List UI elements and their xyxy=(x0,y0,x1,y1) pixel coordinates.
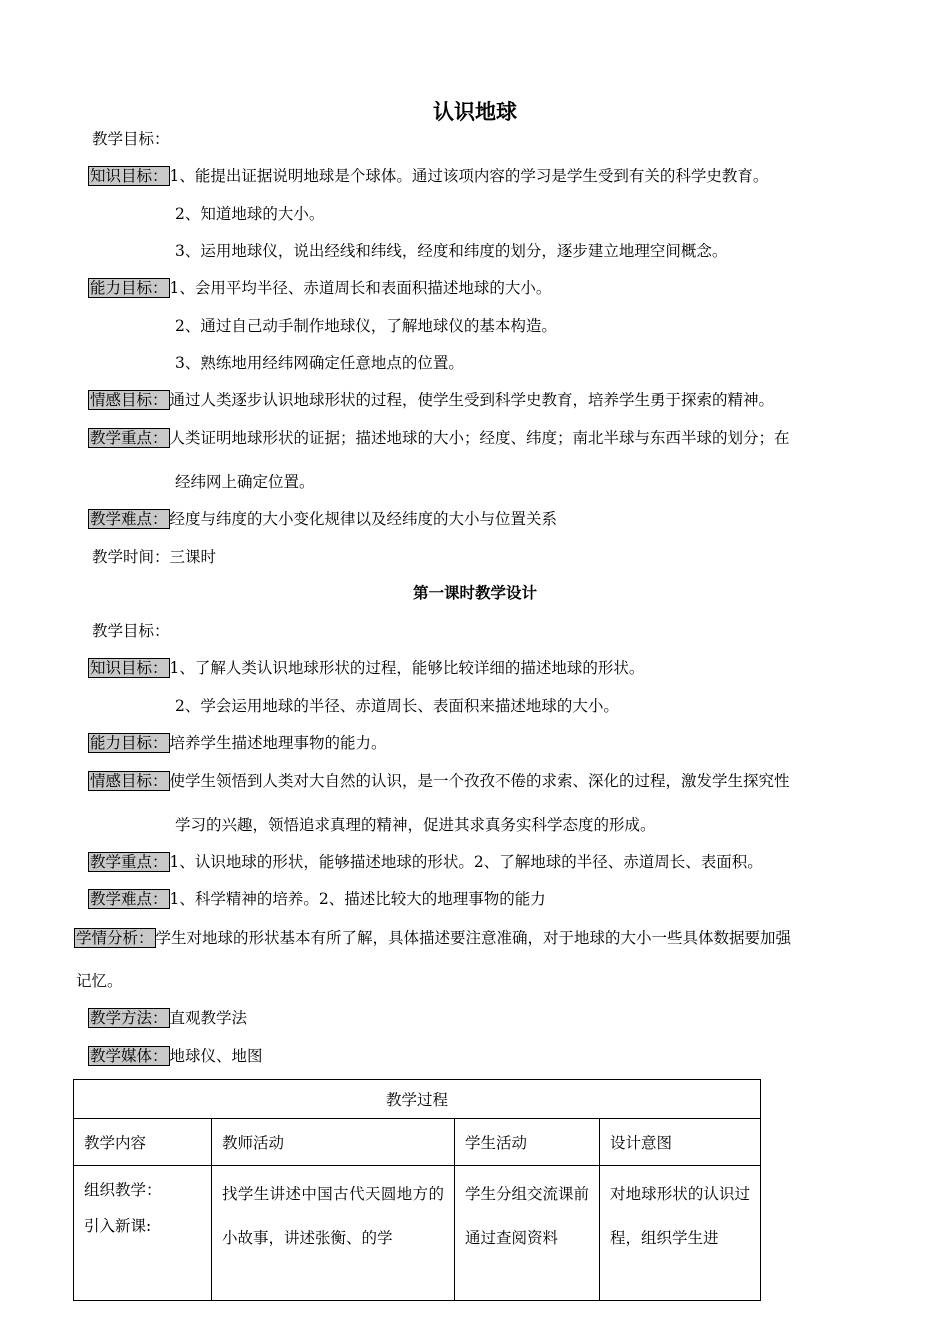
teaching-media-text: 地球仪、地图 xyxy=(169,1047,263,1065)
table-row xyxy=(74,1166,761,1301)
learner-analysis-row xyxy=(74,928,791,948)
emotion-goal-row xyxy=(88,390,774,410)
objectives-heading: 教学目标： xyxy=(92,130,170,148)
knowledge-goal-item: 2、知道地球的大小。 xyxy=(175,205,325,223)
ability-goal-item: 3、熟练地用经纬网确定任意地点的位置。 xyxy=(175,354,464,372)
key-point-text: 人类证明地球形状的证据；描述地球的大小；经度、纬度；南北半球与东西半球的划分；在 xyxy=(169,429,790,447)
table-caption: 教学过程 xyxy=(74,1080,761,1119)
lesson-objectives-heading: 教学目标： xyxy=(92,622,170,640)
lesson-heading: 第一课时教学设计 xyxy=(412,583,537,602)
lesson-key-label: 教学重点： xyxy=(90,853,168,871)
emotion-goal-text: 通过人类逐步认识地球形状的过程，使学生受到科学史教育，培养学生勇于探索的精神。 xyxy=(169,391,775,409)
teaching-media-label: 教学媒体： xyxy=(90,1047,168,1065)
ability-goal-item: 1、会用平均半径、赤道周长和表面积描述地球的大小。 xyxy=(169,279,552,297)
ability-goal-label: 能力目标： xyxy=(90,279,168,297)
lesson-difficulty-row xyxy=(88,889,546,909)
table-cell-content xyxy=(74,1166,212,1301)
lesson-difficulty-text: 1、科学精神的培养。2、描述比较大的地理事物的能力 xyxy=(169,890,546,908)
teaching-method-row xyxy=(88,1008,247,1028)
teaching-method-text: 直观教学法 xyxy=(169,1009,248,1027)
table-header-cell: 学生活动 xyxy=(455,1119,600,1166)
content-line: 组织教学： xyxy=(84,1181,162,1199)
knowledge-goal-row xyxy=(88,166,768,186)
knowledge-goal-item: 1、能提出证据说明地球是个球体。通过该项内容的学习是学生受到有关的科学史教育。 xyxy=(169,167,769,185)
teaching-process-table xyxy=(73,1079,761,1301)
lesson-emotion-text: 使学生领悟到人类对大自然的认识，是一个孜孜不倦的求索、深化的过程，激发学生探究性 xyxy=(169,772,790,790)
lesson-knowledge-row xyxy=(88,658,644,678)
learner-analysis-text: 学生对地球的形状基本有所了解，具体描述要注意准确，对于地球的大小一些具体数据要加强 xyxy=(155,929,792,947)
emotion-goal-label: 情感目标： xyxy=(90,391,168,409)
table-header-cell: 教学内容 xyxy=(74,1119,212,1166)
knowledge-goal-label: 知识目标： xyxy=(90,167,168,185)
lesson-emotion-continued: 学习的兴趣，领悟追求真理的精神，促进其求真务实科学态度的形成。 xyxy=(175,816,656,834)
lesson-knowledge-item: 2、学会运用地球的半径、赤道周长、表面积来描述地球的大小。 xyxy=(175,697,619,715)
lesson-emotion-row xyxy=(88,771,790,791)
learner-analysis-continued: 记忆。 xyxy=(76,972,123,990)
key-point-row xyxy=(88,428,790,448)
key-point-label: 教学重点： xyxy=(90,429,168,447)
teaching-time: 教学时间：三课时 xyxy=(92,548,217,566)
difficulty-label: 教学难点： xyxy=(90,510,168,528)
table-cell-teacher: 找学生讲述中国古代天圆地方的小故事，讲述张衡、的学 xyxy=(212,1166,455,1301)
lesson-difficulty-label: 教学难点： xyxy=(90,890,168,908)
learner-analysis-label: 学情分析： xyxy=(76,929,154,947)
lesson-ability-label: 能力目标： xyxy=(90,734,168,752)
teaching-media-row xyxy=(88,1046,263,1066)
difficulty-row xyxy=(88,509,557,529)
document-title: 认识地球 xyxy=(433,99,517,124)
lesson-key-row xyxy=(88,852,763,872)
difficulty-text: 经度与纬度的大小变化规律以及经纬度的大小与位置关系 xyxy=(169,510,558,528)
table-header-cell: 教师活动 xyxy=(212,1119,455,1166)
lesson-knowledge-item: 1、了解人类认识地球形状的过程，能够比较详细的描述地球的形状。 xyxy=(169,659,645,677)
lesson-emotion-label: 情感目标： xyxy=(90,772,168,790)
table-cell-intent: 对地球形状的认识过程，组织学生进 xyxy=(600,1166,761,1301)
knowledge-goal-item: 3、运用地球仪，说出经线和纬线，经度和纬度的划分，逐步建立地理空间概念。 xyxy=(175,242,728,260)
content-line: 引入新课: xyxy=(84,1217,152,1235)
key-point-continued: 经纬网上确定位置。 xyxy=(175,473,315,491)
lesson-key-text: 1、认识地球的形状，能够描述地球的形状。2、了解地球的半径、赤道周长、表面积。 xyxy=(169,853,763,871)
lesson-knowledge-label: 知识目标： xyxy=(90,659,168,677)
table-cell-student: 学生分组交流课前通过查阅资料 xyxy=(455,1166,600,1301)
teaching-method-label: 教学方法： xyxy=(90,1009,168,1027)
lesson-ability-row xyxy=(88,733,387,753)
lesson-ability-text: 培养学生描述地理事物的能力。 xyxy=(169,734,387,752)
ability-goal-row xyxy=(88,278,551,298)
table-header-cell: 设计意图 xyxy=(600,1119,761,1166)
ability-goal-item: 2、通过自己动手制作地球仪，了解地球仪的基本构造。 xyxy=(175,317,557,335)
